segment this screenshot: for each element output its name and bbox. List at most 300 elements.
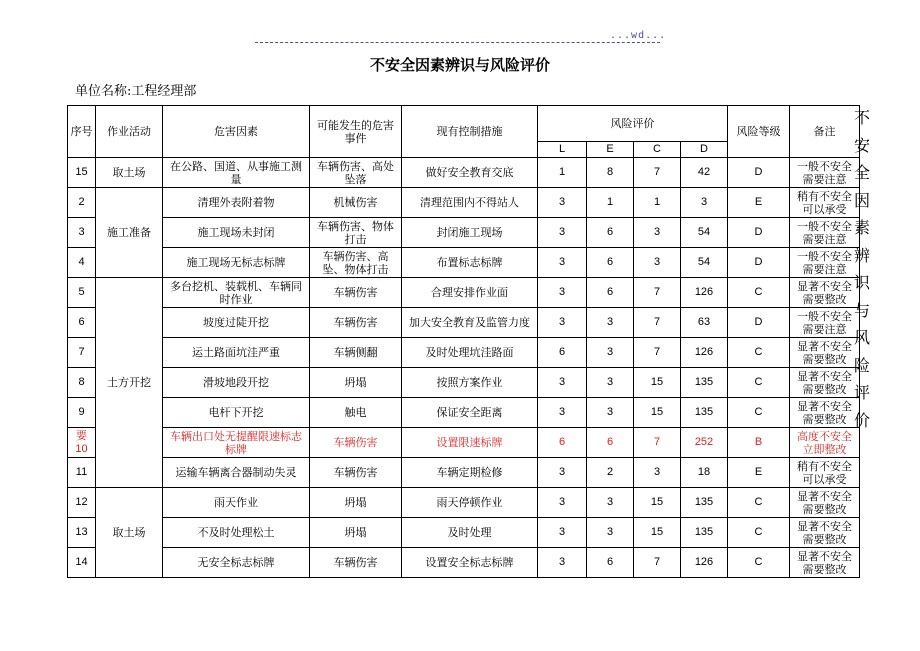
cell-control-text: 合理安排作业面 — [431, 286, 508, 299]
cell-c-text: 7 — [653, 436, 661, 448]
cell-c-text: 15 — [650, 526, 664, 538]
col-note-header: 备注 — [790, 106, 860, 158]
cell-c — [634, 488, 681, 518]
cell-e-text: 3 — [606, 346, 614, 358]
cell-level-text: D — [754, 226, 763, 238]
col-seq-header: 序号 — [68, 106, 96, 158]
cell-note — [790, 278, 860, 308]
cell-hazard-text: 施工现场未封闭 — [197, 226, 275, 239]
cell-hazard-text: 坡度过陡开挖 — [203, 316, 269, 329]
cell-note — [790, 158, 860, 188]
cell-note-text: 高度不安全立即整改 — [797, 429, 852, 456]
cell-activity-text: 施工准备 — [107, 226, 151, 239]
cell-no-text: 15 — [75, 166, 88, 178]
cell-e-text: 3 — [606, 316, 614, 328]
cell-event — [310, 518, 402, 548]
cell-e-text: 3 — [606, 526, 614, 538]
cell-note-text: 一般不安全需要注意 — [797, 249, 852, 276]
table-row — [68, 218, 860, 248]
cell-control — [402, 518, 538, 548]
cell-l-text: 3 — [558, 406, 566, 418]
cell-hazard-text: 运土路面坑洼严重 — [192, 346, 280, 359]
col-c-header: C — [634, 142, 681, 158]
cell-control-text: 及时处理 — [447, 526, 492, 539]
cell-level-text: C — [754, 526, 763, 538]
cell-no — [68, 308, 96, 338]
cell-hazard — [163, 518, 310, 548]
cell-hazard-text: 不及时处理松土 — [197, 526, 275, 539]
cell-d — [681, 308, 728, 338]
cell-note — [790, 458, 860, 488]
cell-no — [68, 188, 96, 218]
cell-d-text: 126 — [694, 346, 714, 358]
cell-event-text: 坍塌 — [344, 496, 367, 509]
table-row — [68, 398, 860, 428]
cell-e-text: 3 — [606, 496, 614, 508]
table-row — [68, 548, 860, 578]
cell-e-text: 6 — [606, 226, 614, 238]
col-event-header: 可能发生的危害事件 — [310, 106, 402, 158]
cell-l — [538, 428, 587, 458]
cell-d-text: 63 — [697, 316, 711, 328]
cell-control — [402, 308, 538, 338]
col-hazard-header: 危害因素 — [163, 106, 310, 158]
cell-level-text: C — [754, 376, 763, 388]
cell-control-text: 雨天停顿作业 — [436, 496, 503, 509]
side-title-char: 全 — [853, 163, 870, 182]
cell-control-text: 按照方案作业 — [436, 376, 503, 389]
cell-l-text: 3 — [558, 196, 566, 208]
cell-level-text: D — [754, 256, 763, 268]
cell-event-text: 车辆伤害、高坠、物体打击 — [322, 249, 389, 276]
cell-no-text: 12 — [75, 496, 88, 508]
cell-note-text: 显著不安全需要整改 — [797, 279, 852, 306]
cell-no — [68, 428, 96, 458]
cell-hazard — [163, 368, 310, 398]
cell-hazard — [163, 308, 310, 338]
cell-e — [587, 428, 634, 458]
cell-note — [790, 368, 860, 398]
cell-control-text: 及时处理坑洼路面 — [425, 346, 514, 359]
cell-control — [402, 278, 538, 308]
cell-event — [310, 158, 402, 188]
cell-level — [728, 248, 790, 278]
cell-control-text: 加大安全教育及监管力度 — [409, 316, 530, 329]
cell-level — [728, 368, 790, 398]
cell-control — [402, 218, 538, 248]
cell-event — [310, 458, 402, 488]
cell-e — [587, 518, 634, 548]
cell-activity — [96, 278, 163, 488]
cell-e-text: 6 — [606, 556, 614, 568]
cell-no — [68, 548, 96, 578]
cell-hazard-text: 车辆出口处无提醒限速标志标牌 — [170, 429, 302, 456]
cell-note-text: 一般不安全需要注意 — [797, 309, 852, 336]
cell-c — [634, 158, 681, 188]
cell-level — [728, 308, 790, 338]
cell-l-text: 3 — [558, 376, 566, 388]
col-l-header: L — [538, 142, 587, 158]
cell-l — [538, 278, 587, 308]
cell-d — [681, 158, 728, 188]
cell-note — [790, 248, 860, 278]
cell-no-text: 6 — [78, 316, 85, 328]
cell-event — [310, 428, 402, 458]
cell-c — [634, 338, 681, 368]
cell-no-text: 要10 — [75, 429, 88, 455]
cell-hazard — [163, 218, 310, 248]
cell-level-text: C — [754, 406, 763, 418]
cell-hazard-text: 运输车辆离合器制动失灵 — [175, 466, 297, 479]
cell-c — [634, 518, 681, 548]
header-divider — [255, 42, 660, 43]
header-mark: ...wd... — [610, 30, 667, 41]
cell-control-text: 车辆定期检修 — [436, 466, 503, 479]
cell-event-text: 车辆伤害、高处坠落 — [317, 159, 394, 186]
cell-e — [587, 248, 634, 278]
unit-label: 单位名称:工程经理部 — [75, 84, 197, 99]
cell-control-text: 清理范围内不得站人 — [420, 196, 519, 209]
cell-event-text: 车辆侧翻 — [333, 346, 378, 359]
cell-l-text: 6 — [558, 346, 566, 358]
cell-e — [587, 218, 634, 248]
cell-hazard — [163, 398, 310, 428]
cell-event-text: 车辆伤害 — [333, 316, 378, 329]
cell-c-text: 7 — [653, 346, 661, 358]
cell-activity-text: 土方开挖 — [107, 376, 151, 389]
cell-hazard — [163, 158, 310, 188]
cell-l-text: 3 — [558, 316, 566, 328]
cell-no — [68, 338, 96, 368]
cell-hazard — [163, 488, 310, 518]
cell-d-text: 135 — [694, 496, 714, 508]
cell-hazard — [163, 278, 310, 308]
cell-note-text: 显著不安全需要整改 — [797, 519, 852, 546]
cell-no — [68, 458, 96, 488]
cell-l — [538, 338, 587, 368]
cell-control — [402, 158, 538, 188]
cell-hazard-text: 滑坡地段开挖 — [203, 376, 269, 389]
cell-level-text: C — [754, 556, 763, 568]
cell-l-text: 3 — [558, 466, 566, 478]
side-title-char: 评 — [853, 383, 870, 402]
cell-note — [790, 188, 860, 218]
cell-event — [310, 248, 402, 278]
table-row — [68, 308, 860, 338]
cell-no-text: 9 — [78, 406, 85, 418]
cell-event-text: 坍塌 — [344, 526, 367, 539]
cell-control — [402, 548, 538, 578]
cell-event — [310, 218, 402, 248]
cell-event-text: 车辆伤害 — [333, 286, 378, 299]
cell-level-text: C — [754, 496, 763, 508]
cell-c-text: 7 — [653, 286, 661, 298]
page-title: 不安全因素辨识与风险评价 — [369, 56, 550, 74]
cell-level — [728, 398, 790, 428]
cell-activity-text: 取土场 — [112, 526, 146, 539]
cell-d-text: 54 — [697, 226, 711, 238]
cell-note — [790, 518, 860, 548]
cell-level — [728, 338, 790, 368]
cell-event — [310, 548, 402, 578]
cell-c — [634, 428, 681, 458]
cell-level — [728, 488, 790, 518]
cell-event-text: 触电 — [344, 406, 367, 419]
cell-l — [538, 398, 587, 428]
cell-control — [402, 248, 538, 278]
cell-control — [402, 428, 538, 458]
side-title-char: 险 — [853, 355, 870, 375]
cell-l-text: 3 — [558, 496, 566, 508]
cell-hazard — [163, 548, 310, 578]
cell-e — [587, 458, 634, 488]
cell-c — [634, 368, 681, 398]
col-e-header: E — [587, 142, 634, 158]
cell-event — [310, 278, 402, 308]
cell-note — [790, 308, 860, 338]
cell-note — [790, 488, 860, 518]
cell-activity — [96, 488, 163, 578]
cell-d — [681, 368, 728, 398]
cell-no-text: 4 — [78, 256, 85, 268]
cell-no-text: 8 — [78, 376, 85, 388]
cell-e-text: 3 — [606, 406, 614, 418]
cell-l-text: 3 — [558, 226, 566, 238]
table-row — [68, 338, 860, 368]
cell-control-text: 做好安全教育交底 — [425, 166, 514, 179]
cell-l-text: 3 — [558, 556, 566, 568]
cell-control-text: 设置安全标志标牌 — [425, 556, 514, 569]
cell-note — [790, 398, 860, 428]
table-row — [68, 158, 860, 188]
cell-d — [681, 188, 728, 218]
cell-e-text: 6 — [606, 256, 614, 268]
cell-d — [681, 338, 728, 368]
cell-no — [68, 398, 96, 428]
cell-c-text: 3 — [653, 256, 661, 268]
cell-no-text: 5 — [78, 286, 85, 298]
cell-l — [538, 248, 587, 278]
side-title-char: 安 — [853, 135, 870, 155]
cell-e-text: 1 — [606, 196, 614, 208]
cell-d — [681, 218, 728, 248]
cell-c — [634, 308, 681, 338]
cell-hazard-text: 无安全标志标牌 — [197, 556, 275, 569]
cell-activity — [96, 188, 163, 278]
cell-control — [402, 488, 538, 518]
cell-l — [538, 458, 587, 488]
cell-control — [402, 188, 538, 218]
cell-note-text: 一般不安全需要注意 — [797, 219, 852, 246]
side-title-char: 辨 — [853, 245, 870, 265]
cell-e — [587, 368, 634, 398]
cell-level — [728, 278, 790, 308]
cell-note — [790, 338, 860, 368]
cell-event-text: 车辆伤害、物体打击 — [317, 219, 394, 246]
cell-l — [538, 368, 587, 398]
cell-e-text: 2 — [606, 466, 614, 478]
cell-c-text: 15 — [650, 406, 664, 418]
cell-level-text: E — [754, 466, 763, 478]
cell-c — [634, 548, 681, 578]
cell-d — [681, 398, 728, 428]
table-row — [68, 518, 860, 548]
cell-l-text: 3 — [558, 526, 566, 538]
cell-c — [634, 278, 681, 308]
table-row — [68, 248, 860, 278]
cell-l-text: 3 — [558, 256, 566, 268]
cell-d-text: 135 — [694, 376, 714, 388]
cell-hazard — [163, 428, 310, 458]
cell-event-text: 坍塌 — [344, 376, 367, 389]
cell-event-text: 车辆伤害 — [333, 556, 378, 569]
cell-c — [634, 248, 681, 278]
cell-d-text: 42 — [697, 166, 711, 178]
cell-no — [68, 368, 96, 398]
cell-no — [68, 278, 96, 308]
cell-d-text: 126 — [694, 556, 714, 568]
cell-l — [538, 188, 587, 218]
cell-no — [68, 218, 96, 248]
cell-control-text: 封闭施工现场 — [436, 226, 503, 239]
cell-c-text: 7 — [653, 316, 661, 328]
cell-note-text: 显著不安全需要整改 — [797, 549, 852, 576]
cell-event-text: 车辆伤害 — [333, 466, 378, 479]
cell-note-text: 显著不安全需要整改 — [797, 399, 852, 426]
cell-l-text: 1 — [558, 166, 566, 178]
cell-l — [538, 158, 587, 188]
cell-l — [538, 518, 587, 548]
cell-d — [681, 488, 728, 518]
cell-note-text: 稍有不安全可以承受 — [797, 459, 852, 486]
cell-control — [402, 368, 538, 398]
cell-d — [681, 518, 728, 548]
cell-e-text: 6 — [606, 286, 614, 298]
cell-note-text: 稍有不安全可以承受 — [797, 189, 852, 216]
cell-note — [790, 548, 860, 578]
cell-level — [728, 158, 790, 188]
cell-event — [310, 368, 402, 398]
cell-level — [728, 428, 790, 458]
cell-l — [538, 218, 587, 248]
cell-event-text: 机械伤害 — [333, 196, 378, 209]
cell-note-text: 显著不安全需要整改 — [797, 339, 852, 366]
cell-note-text: 显著不安全需要整改 — [797, 369, 852, 396]
cell-note — [790, 428, 860, 458]
cell-d-text: 18 — [697, 466, 711, 478]
cell-level-text: D — [754, 166, 763, 178]
cell-hazard-text: 施工现场无标志标牌 — [186, 256, 286, 269]
cell-event — [310, 488, 402, 518]
cell-control — [402, 458, 538, 488]
cell-note-text: 显著不安全需要整改 — [797, 489, 852, 516]
cell-e — [587, 488, 634, 518]
cell-no-text: 13 — [75, 526, 88, 538]
cell-no — [68, 248, 96, 278]
cell-level-text: D — [754, 316, 763, 328]
cell-no-text: 3 — [78, 226, 85, 238]
cell-level — [728, 518, 790, 548]
col-activity-header: 作业活动 — [96, 106, 163, 158]
cell-d-text: 252 — [694, 436, 714, 448]
cell-c-text: 3 — [653, 466, 661, 478]
table-row — [68, 458, 860, 488]
cell-level — [728, 188, 790, 218]
cell-no — [68, 488, 96, 518]
cell-no-text: 11 — [75, 466, 88, 478]
side-title-char: 不 — [853, 108, 870, 127]
cell-event — [310, 338, 402, 368]
cell-d — [681, 458, 728, 488]
cell-e — [587, 188, 634, 218]
cell-e — [587, 278, 634, 308]
cell-d-text: 3 — [700, 196, 708, 208]
side-title-char: 识 — [853, 273, 870, 292]
cell-level — [728, 548, 790, 578]
cell-event — [310, 188, 402, 218]
cell-no — [68, 518, 96, 548]
side-title-char: 价 — [853, 410, 870, 430]
cell-l — [538, 548, 587, 578]
cell-l-text: 3 — [558, 286, 566, 298]
col-level-header: 风险等级 — [728, 106, 790, 158]
cell-c-text: 15 — [650, 496, 664, 508]
cell-l — [538, 308, 587, 338]
cell-c-text: 7 — [653, 166, 661, 178]
cell-no-text: 7 — [78, 346, 85, 358]
cell-c — [634, 218, 681, 248]
cell-d — [681, 248, 728, 278]
cell-level — [728, 218, 790, 248]
cell-c-text: 15 — [650, 376, 664, 388]
cell-level — [728, 458, 790, 488]
cell-d-text: 135 — [694, 406, 714, 418]
cell-hazard-text: 在公路、国道、从事施工测量 — [170, 159, 302, 186]
table-row — [68, 368, 860, 398]
cell-c-text: 3 — [653, 226, 661, 238]
cell-e — [587, 338, 634, 368]
side-title-char: 素 — [853, 218, 870, 237]
cell-e — [587, 308, 634, 338]
cell-c-text: 1 — [653, 196, 661, 208]
cell-d — [681, 278, 728, 308]
cell-control-text: 保证安全距离 — [436, 406, 503, 419]
cell-l — [538, 488, 587, 518]
cell-hazard — [163, 338, 310, 368]
cell-note-text: 一般不安全需要注意 — [797, 159, 852, 186]
cell-d — [681, 428, 728, 458]
cell-l-text: 6 — [558, 436, 566, 448]
cell-level-text: E — [754, 196, 763, 208]
cell-hazard-text: 多台挖机、装载机、车辆同时作业 — [170, 279, 302, 306]
cell-d-text: 135 — [694, 526, 714, 538]
cell-no — [68, 158, 96, 188]
cell-c — [634, 398, 681, 428]
cell-control-text: 设置限速标牌 — [436, 436, 503, 449]
cell-event-text: 车辆伤害 — [333, 436, 378, 449]
cell-hazard — [163, 188, 310, 218]
cell-hazard — [163, 248, 310, 278]
cell-c — [634, 188, 681, 218]
table-row — [68, 188, 860, 218]
cell-control-text: 布置标志标牌 — [436, 256, 503, 269]
cell-d-text: 54 — [697, 256, 711, 268]
cell-note — [790, 218, 860, 248]
col-d-header: D — [681, 142, 728, 158]
cell-e — [587, 158, 634, 188]
cell-hazard-text: 电杆下开挖 — [208, 406, 264, 419]
cell-e — [587, 398, 634, 428]
